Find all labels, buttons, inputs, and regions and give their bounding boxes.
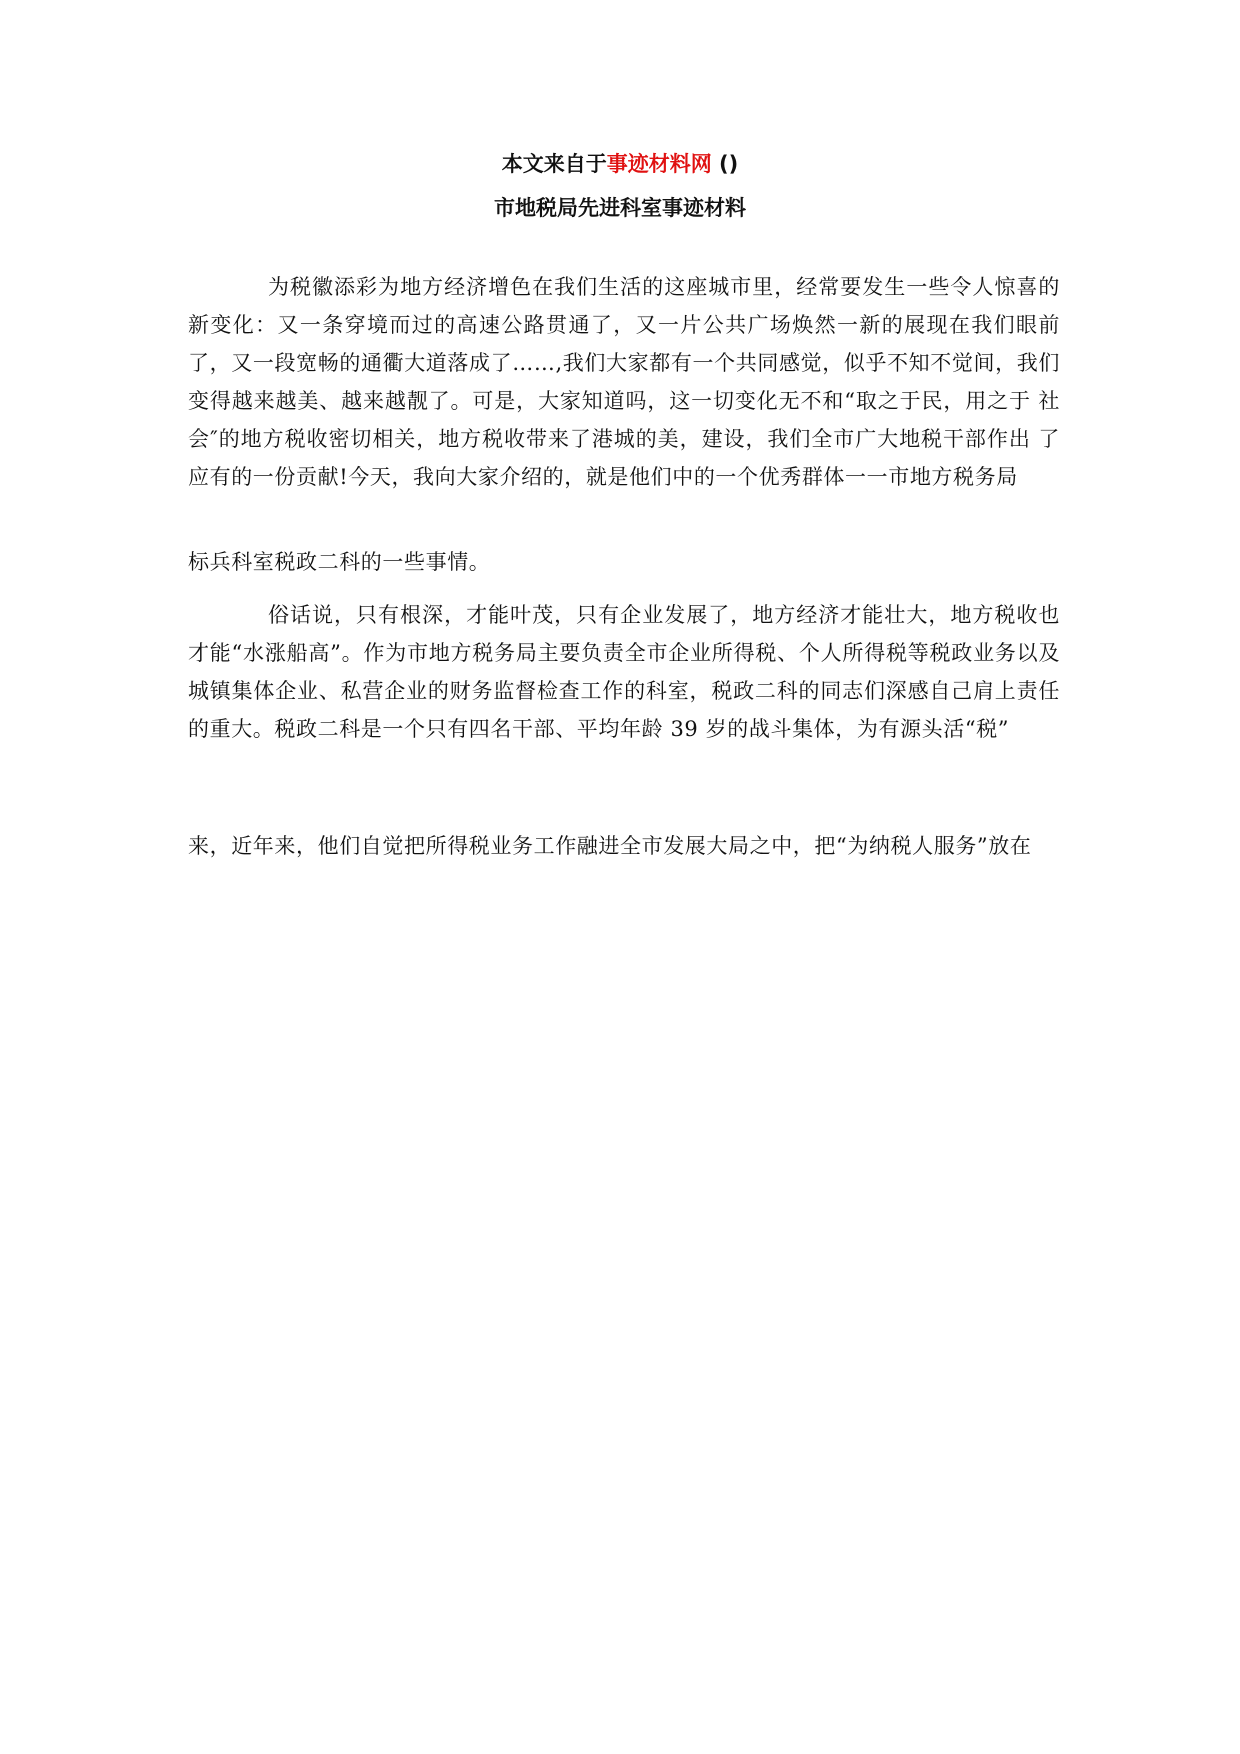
paragraph-2: 标兵科室税政二科的一些事情。	[188, 550, 491, 574]
paragraph-1: 为税徽添彩为地方经济增色在我们生活的这座城市里，经常要发生一些令人惊喜的新变化：又一条穿境而过的高速公路贯通了，又一片公共广场焕然一新的展现在我们眼前了，又一段宽畅的通衢大道落成了……,我们大家都有一个共同感觉，似乎不知不觉间，我们变得越来越美、越来越靓了。可是，大家知道吗，这一切变化无不和“取之于民，用之于 社会″的地方税收密切相关，地方税收带来了港城的美，建设，我们全市广大地税干部作出 了应有的一份贡献!今天，我向大家介绍的，就是他们中的一个优秀群体一一市地方税务局	[188, 275, 1060, 489]
source-link[interactable]: 事迹材料网	[606, 152, 712, 176]
source-line	[0, 150, 1240, 178]
paragraph-4: 来，近年来，他们自觉把所得税业务工作融进全市发展大局之中，把“为纳税人服务”放在	[188, 834, 1032, 858]
paragraph-3: 俗话说，只有根深，才能叶茂，只有企业发展了，地方经济才能壮大，地方税收也才能“水涨船高”。作为市地方税务局主要负责全市企业所得税、个人所得税等税政业务以及城镇集体企业、私营企业的财务监督检查工作的科室，税政二科的同志们深感自己肩上责任的重大。税政二科是一个只有四名干部、平均年龄 39 岁的战斗集体，为有源头活“税”	[188, 603, 1060, 741]
source-suffix: ()	[711, 152, 739, 176]
document-title: 市地税局先进科室事迹材料	[494, 196, 746, 220]
source-prefix: 本文来自于	[501, 152, 607, 176]
